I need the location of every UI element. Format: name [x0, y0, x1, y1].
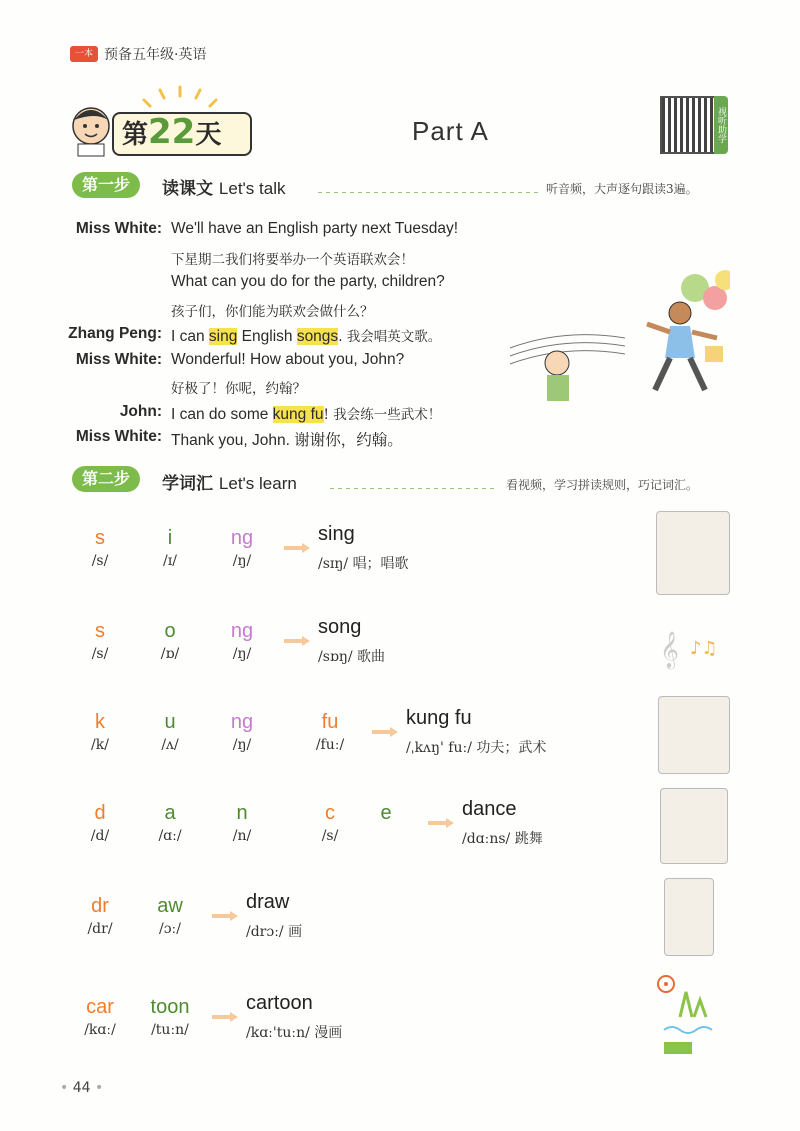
highlight-word: sing — [208, 328, 238, 345]
phonics-letters: ng — [230, 620, 254, 642]
page-title: Part A — [412, 116, 489, 146]
qr-label: 视听助学 — [714, 96, 728, 154]
phonics-sound: /s/ — [321, 828, 339, 844]
line-en: We'll have an English party next Tuesday! — [171, 220, 458, 237]
vocab-word: draw — [246, 891, 290, 913]
line-zh: 下星期二我们将要举办一个英语联欢会！ — [171, 252, 414, 268]
vocab-word: song — [318, 616, 362, 638]
phonics-letters: toon — [150, 996, 190, 1018]
step1-pill: 第一步 — [72, 172, 140, 198]
arrow-right-icon — [212, 1012, 238, 1022]
vocab-phonetic-meaning: /sɒŋ/ 歌曲 — [318, 649, 386, 665]
phonics-letters: d — [94, 802, 106, 824]
arrow-right-icon — [284, 636, 310, 646]
phonics-letters: u — [164, 711, 176, 733]
day-suffix: 天 — [195, 120, 222, 150]
phonics-letters: aw — [157, 895, 183, 917]
line-en: Thank you, John. 谢谢你，约翰。 — [171, 432, 403, 449]
phonics-sound: /k/ — [91, 737, 109, 753]
highlight-word: kung fu — [272, 406, 324, 423]
phonics-sound: /kɑː/ — [84, 1022, 116, 1038]
vocab-word: dance — [462, 798, 517, 820]
phonics-letters: i — [167, 527, 173, 549]
svg-text:♪♫: ♪♫ — [690, 638, 718, 659]
line-en: Wonderful! How about you, John? — [171, 351, 405, 368]
phonics-sound: /ŋ/ — [232, 646, 252, 662]
phonics-sound: /ɒ/ — [160, 646, 180, 662]
phonics-sound: /s/ — [91, 646, 109, 662]
phonics-letters: car — [86, 996, 114, 1018]
phonics-sound: /ŋ/ — [232, 553, 252, 569]
step1-title: 读课文 Let's talk — [162, 179, 286, 199]
step2-title: 学词汇 Let's learn — [162, 474, 297, 494]
step1-instruction: 听音频，大声逐句跟读3遍。 — [546, 182, 698, 196]
singing-picture — [656, 511, 730, 595]
page-number: • 44 • — [60, 1080, 104, 1096]
phonics-letters: n — [236, 802, 248, 824]
phonics-sound: /fuː/ — [315, 737, 345, 753]
speaker-name: John: — [119, 403, 162, 420]
speaker-name: Miss White: — [75, 220, 162, 237]
vocab-phonetic-meaning: /dɑːns/ 跳舞 — [462, 831, 543, 847]
phonics-letters: s — [95, 527, 105, 549]
arrow-right-icon — [284, 543, 310, 553]
vocab-word: sing — [318, 523, 355, 545]
speaker-name: Zhang Peng: — [68, 325, 162, 342]
line-en: I can sing English songs. 我会唱英文歌。 — [171, 328, 442, 345]
phonics-letters: e — [380, 802, 392, 824]
day-number: 22 — [148, 112, 196, 152]
line-zh: 好极了！你呢，约翰？ — [171, 381, 306, 397]
highlight-word: songs — [296, 328, 339, 345]
arrow-right-icon — [372, 727, 398, 737]
phonics-sound: /d/ — [90, 828, 110, 844]
speaker-name: Miss White: — [75, 428, 162, 445]
line-en: I can do some kung fu! 我会练一些武术！ — [171, 406, 442, 423]
draw-picture — [664, 878, 714, 956]
phonics-sound: /ŋ/ — [232, 737, 252, 753]
phonics-sound: /ɔː/ — [159, 921, 181, 937]
phonics-sound: /tuːn/ — [151, 1022, 189, 1038]
arrow-right-icon — [212, 911, 238, 921]
line-en: What can you do for the party, children? — [171, 273, 445, 290]
phonics-letters: s — [95, 620, 105, 642]
book-title: 预备五年级·英语 — [104, 47, 207, 63]
phonics-sound: /dr/ — [87, 921, 113, 937]
music-notes-icon — [656, 620, 732, 670]
line-zh: 孩子们，你们能为联欢会做什么？ — [171, 304, 374, 320]
phonics-sound: /s/ — [91, 553, 109, 569]
kung-fu-picture — [658, 696, 730, 774]
step2-pill: 第二步 — [72, 466, 140, 492]
phonics-sound: /ɪ/ — [163, 553, 177, 569]
vocab-phonetic-meaning: /sɪŋ/ 唱；唱歌 — [318, 556, 409, 572]
phonics-letters: dr — [91, 895, 109, 917]
step2-instruction: 看视频，学习拼读规则，巧记词汇。 — [506, 478, 699, 492]
phonics-letters: ng — [230, 527, 254, 549]
speaker-name: Miss White: — [75, 351, 162, 368]
vocab-word: kung fu — [406, 707, 472, 729]
phonics-letters: o — [164, 620, 176, 642]
phonics-letters: fu — [321, 711, 339, 733]
dance-picture — [660, 788, 728, 864]
phonics-letters: a — [164, 802, 176, 824]
vocab-word: cartoon — [246, 992, 313, 1014]
day-prefix: 第 — [122, 120, 149, 150]
vocab-phonetic-meaning: /kɑː'tuːn/ 漫画 — [246, 1025, 343, 1041]
vocab-phonetic-meaning: /ˌkʌŋ' fuː/ 功夫；武术 — [406, 740, 547, 756]
vocab-phonetic-meaning: /drɔː/ 画 — [246, 924, 303, 940]
phonics-sound: /n/ — [232, 828, 252, 844]
phonics-sound: /ɑː/ — [158, 828, 182, 844]
phonics-letters: k — [95, 711, 105, 733]
brand-logo: 一本 — [70, 46, 98, 62]
svg-text:𝄞: 𝄞 — [660, 630, 679, 668]
phonics-letters: c — [325, 802, 335, 824]
decorative-doodle-icon — [654, 972, 724, 1062]
arrow-right-icon — [428, 818, 454, 828]
phonics-letters: ng — [230, 711, 254, 733]
phonics-sound: /ʌ/ — [161, 737, 179, 753]
